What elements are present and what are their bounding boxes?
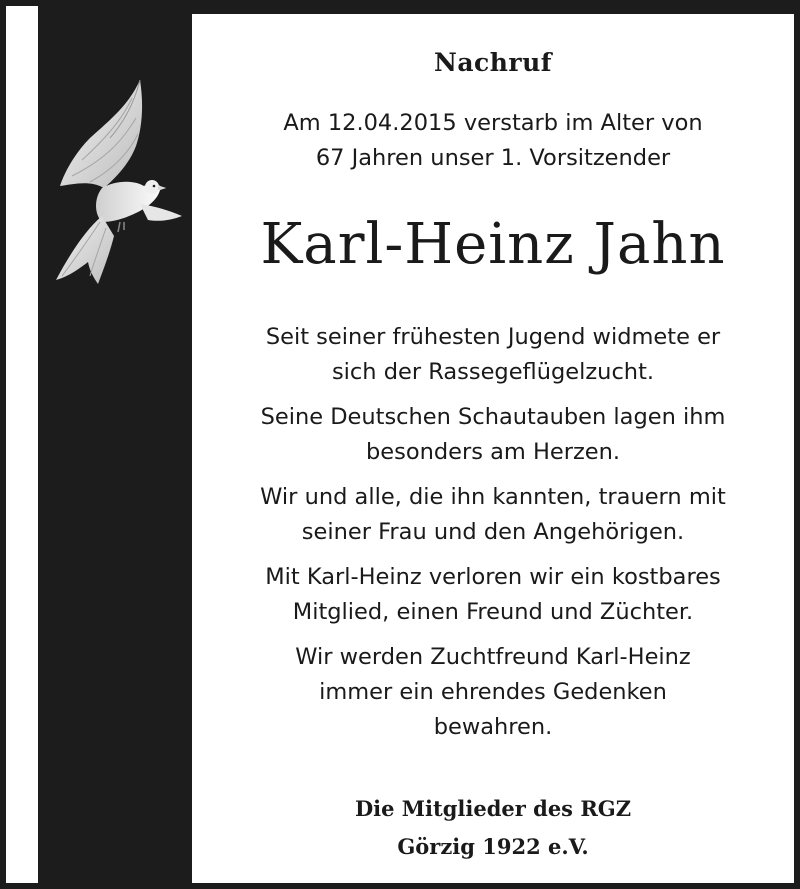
tribute-paragraph [192, 640, 794, 745]
tribute-line: bewahren. [433, 714, 553, 740]
tribute-line: immer ein ehrendes Gedenken [319, 679, 667, 705]
tribute-line: besonders am Herzen. [365, 439, 621, 465]
tribute-paragraph [192, 320, 794, 390]
intro-text [192, 106, 794, 176]
signature-line: Görzig 1922 e.V. [397, 834, 589, 859]
left-margin-strip [6, 6, 38, 883]
intro-line: Am 12.04.2015 verstarb im Alter von [283, 110, 703, 136]
dove-icon [44, 76, 190, 292]
tribute-line: Seit seiner frühesten Jugend widmete er [265, 324, 721, 350]
intro-line: 67 Jahren unser 1. Vorsitzender [315, 145, 671, 171]
deceased-name: Karl-Heinz Jahn [260, 212, 726, 277]
tribute-paragraph [192, 400, 794, 470]
signature-block [192, 790, 794, 866]
tribute-line: sich der Rassegeflügelzucht. [331, 359, 655, 385]
tribute-line: Mit Karl-Heinz verloren wir ein kostbares [265, 564, 721, 590]
notice-heading: Nachruf [433, 48, 553, 77]
tribute-line: Wir und alle, die ihn kannten, trauern mit [260, 484, 726, 510]
tribute-line: Mitglied, einen Freund und Züchter. [292, 599, 694, 625]
tribute-line: seiner Frau und den Angehörigen. [301, 519, 685, 545]
tribute-line: Wir werden Zuchtfreund Karl-Heinz [295, 644, 691, 670]
tribute-paragraphs [192, 320, 794, 755]
signature-line: Die Mitglieder des RGZ [354, 796, 632, 821]
tribute-line: Seine Deutschen Schautauben lagen ihm [260, 404, 726, 430]
tribute-paragraph [192, 560, 794, 630]
tribute-paragraph [192, 480, 794, 550]
